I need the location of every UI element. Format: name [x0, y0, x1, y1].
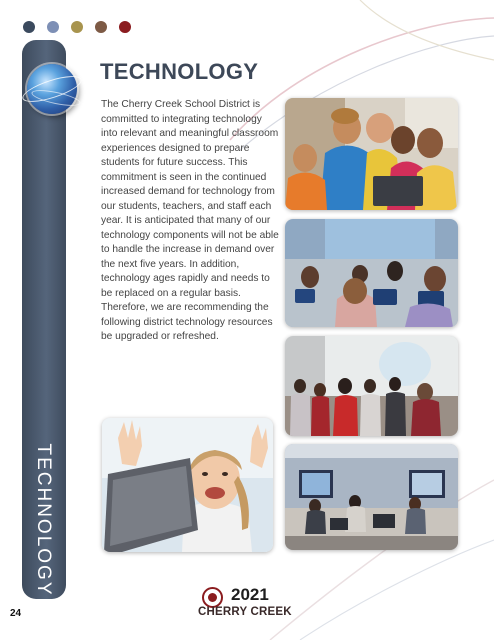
footer-year: 2021 [231, 585, 269, 604]
photo-classroom-tablets [285, 219, 458, 327]
district-seal-icon [202, 587, 223, 608]
page-title: TECHNOLOGY [100, 59, 259, 84]
accent-dot [95, 21, 107, 33]
district-logo [198, 582, 298, 622]
photo-girl-laptop [102, 418, 273, 552]
accent-dot [23, 21, 35, 33]
page-number: 24 [10, 608, 22, 619]
accent-dot [47, 21, 59, 33]
photo-computer-lab [285, 444, 458, 550]
photo-students-laptop [285, 98, 458, 210]
accent-dot [71, 21, 83, 33]
body-paragraph: The Cherry Creek School District is committed to integrating technology into relevant and meaningful classroom experiences designed to prepare students for future success. This commitment is seen in the continued increased demand for technology from our students, teachers, and staff each year. It is anticipated that many of our technology components will not be able to handle the increase in demand over the next five years. In addition, technology ages rapidly and needs to be replaced on a regular basis. Therefore, we are recommending the following district technology resources be upgraded or refreshed. [101, 99, 279, 342]
photo-group-presentation [285, 336, 458, 436]
globe-icon [27, 64, 77, 114]
section-label-text: TECHNOLOGY [33, 442, 54, 597]
footer-district-name: CHERRY CREEK [198, 606, 292, 618]
section-label [31, 442, 55, 597]
accent-dot [119, 21, 131, 33]
